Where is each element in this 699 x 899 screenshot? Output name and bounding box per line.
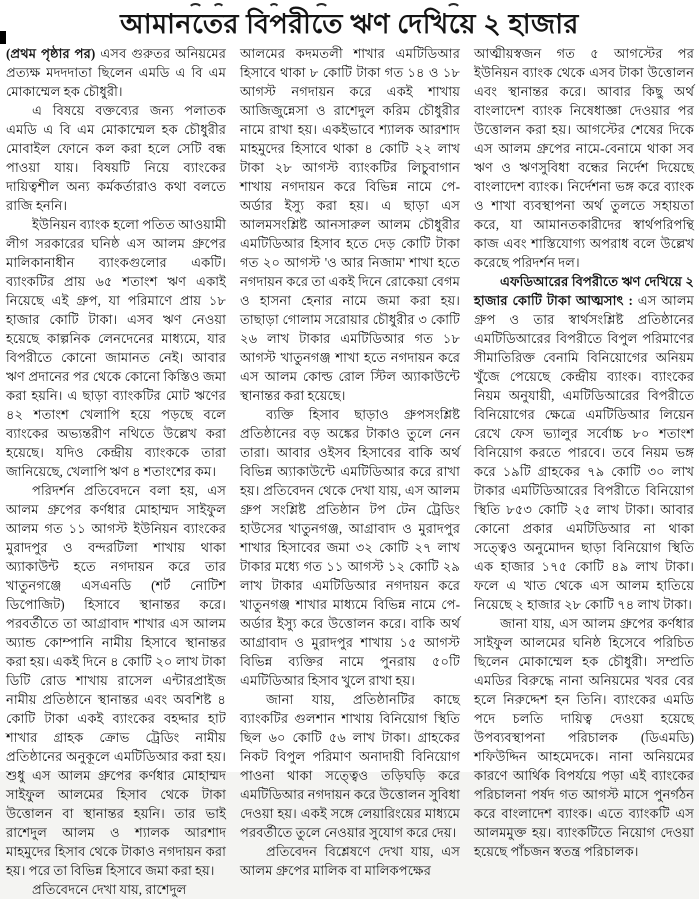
paragraph: ব্যক্তি হিসাব ছাড়াও গ্রুপসংশ্লিষ্ট প্রতিষ্ঠানের বড় অঙ্কের টাকাও তুলে নেন তারা। আবার ওইসব হিসাবের বাকি অর্থ বিভিন্ন অ্যাকাউন্টে এমটিডিআর করে রাখা হয়। প্রতিবেদন থেকে দেখা যায়, এস আলম গ্রুপ সংশ্লিষ্ট প্রতিষ্ঠান টপ টেন ট্রেডিং হাউসের খাতুনগঞ্জ, আগ্রাবাদ ও মুরাদপুর শাখার হিসাবের জমা ৩২ কোটি ২৭ লাখ টাকার মধ্যে গত ১১ আগস্ট ১২ কোটি ২৯ লাখ টাকার এমটিডিআর নগদায়ন করে খাতুনগঞ্জ শাখার মাধ্যমে বিভিন্ন নামে পে-অর্ডার ইস্যু করে উত্তোলন করে। বাকি অর্থ আগ্রাবাদ ও মুরাদপুর শাখায় ১৫ আগস্ট বিভিন্ন ব্যক্তির নামে পুনরায় ৫০টি এমটিডিআর হিসাব খুলে রাখা হয়। xyxy=(240,407,460,688)
paragraph: প্রতিবেদন বিশ্লেষণে দেখা যায়, এস আলম গ্রুপের মালিক বা মালিকপক্ষের xyxy=(240,844,460,878)
paragraph-continuation: আলমের কদমতলী শাখার এমটিডিআর হিসাবে থাকা ৮ কোটি টাকা গত ১৪ ও ১৮ আগস্ট নগদায়ন করে একই শাখায় আজিজুন্নেসা ও রাশেদুল করিম চৌধুরীর নামে রাখা হয়। একইভাবে শ্যালক আরশাদ মাহমুদের হিসাবে থাকা ৪ কোটি ২২ লাখ টাকা ২৮ আগস্ট ব্যাংকটির লিচুবাগান শাখায় নগদায়ন করে বিভিন্ন নামে পে-অর্ডার ইস্যু করা হয়। এ ছাড়া এস আলমসংশ্লিষ্ট আনসারুল আলম চৌধুরীর এমটিডিআর হিসাব হতে দেড় কোটি টাকা গত ২০ আগস্ট 'ও আর নিজাম' শাখা হতে নগদায়ন করে তা একই দিনে রোকেয়া বেগম ও হাসনা হেনার নামে জমা করা হয়। তাছাড়া গোলাম সরোয়ার চৌধুরীর ৩ কোটি ২৬ লাখ টাকার এমটিডিআর গত ১৮ আগস্ট খাতুনগঞ্জ শাখা হতে নগদায়ন করে এস আলম কোল্ড রোল স্টিল অ্যাকাউন্টে স্থানান্তর করা হয়েছে। xyxy=(240,46,460,403)
article-headline: আমানতের বিপরীতে ঋণ দেখিয়ে ২ হাজার xyxy=(120,9,579,39)
paragraph: এ বিষয়ে বক্তব্যের জন্য পলাতক এমডি এ বি এম মোকাম্মেল হক চৌধুরীর মোবাইল ফোনে কল করা হলে সেটি বন্ধ পাওয়া যায়। বিষয়টি নিয়ে ব্যাংকের দায়িত্বশীল অন্য কর্মকর্তারাও কথা বলতে রাজি হননি। xyxy=(6,103,226,213)
text-column-3 xyxy=(474,44,694,859)
article-body xyxy=(6,44,694,897)
text-column-1 xyxy=(6,44,226,897)
inline-subheading: এফডিআরের বিপরীতে ঋণ দেখিয়ে ২ হাজার কোটি টাকা আত্মসাৎ : xyxy=(474,274,694,308)
paragraph-continuation: আত্মীয়স্বজন গত ৫ আগস্টের পর ইউনিয়ন ব্যাংক থেকে এসব টাকা উত্তোলন এবং স্থানান্তর করে। আবার কিছু অর্থ বাংলাদেশ ব্যাংক নিষেধাজ্ঞা দেওয়ার পর উত্তোলন করা হয়। আগস্টের শেষের দিকে এস আলম গ্রুপের নামে-বেনামে থাকা সব ঋণ ও ঋণসুবিধা বন্ধের নির্দেশ দিয়েছে বাংলাদেশ ব্যাংক। নির্দেশনা ভঙ্গ করে ব্যাংক ও শাখা ব্যবস্থাপনা অর্থ তুলতে সহায়তা করে, যা আমানতকারীদের স্বার্থপরিপন্থি কাজ এবং শাস্তিযোগ্য অপরাধ বলে উল্লেখ করেছে পরিদর্শন দল। xyxy=(474,46,694,270)
paragraph: ইউনিয়ন ব্যাংক হলো পতিত আওয়ামী লীগ সরকারের ঘনিষ্ঠ এস আলম গ্রুপের মালিকানাধীন ব্যাংকগুলোর একটি। ব্যাংকটির প্রায় ৬৫ শতাংশ ঋণ একাই নিয়েছে এই গ্রুপ, যা পরিমাণে প্রায় ১৮ হাজার কোটি টাকা। এসব ঋণ নেওয়া হয়েছে কাল্পনিক লেনদেনের মাধ্যমে, যার বিপরীতে কোনো জামানত নেই। আবার ঋণ প্রদানের পর থেকে কোনো কিস্তিও জমা করা হয়নি। এ ছাড়া ব্যাংকটির মোট ঋণের ৪২ শতাংশ খেলাপি হয়ে পড়ছে বলে ব্যাংকের অভ্যন্তরীণ নথিতে উল্লেখ করা হয়েছে। যদিও কেন্দ্রীয় ব্যাংককে তারা জানিয়েছে, খেলাপি ঋণ ৪ শতাংশের কম। xyxy=(6,217,226,479)
paragraph: জানা যায়, প্রতিষ্ঠানটির কাছে ব্যাংকটির গুলশান শাখায় বিনিয়োগ স্থিতি ছিল ৬০ কোটি ৫৬ লাখ টাকা। গ্রাহকের নিকট বিপুল পরিমাণ অনাদায়ী বিনিয়োগ পাওনা থাকা সত্ত্বেও তড়িঘড়ি করে এমটিডিআর নগদায়ন করে উত্তোলন সুবিধা দেওয়া হয়। একই সঙ্গে লেয়ারিংয়ের মাধ্যমে পরবর্তীতে তুলে নেওয়ার সুযোগ করে দেয়। xyxy=(240,692,460,840)
paragraph-with-subhead xyxy=(474,272,694,614)
paragraph: জানা যায়, এস আলম গ্রুপের কর্ণধার সাইফুল আলমের ঘনিষ্ঠ হিসেবে পরিচিত ছিলেন মোকাম্মেল হক চৌধুরী। সম্প্রতি এমডির বিরুদ্ধে নানা অনিয়মের খবর বের হলে নিরুদ্দেশ হন তিনি। ব্যাংকের এমডি পদে চলতি দায়িত্ব দেওয়া হয়েছে উপব্যবস্থাপনা পরিচালক (ডিএমডি) শফিউদ্দিন আহমেদকে। নানা অনিয়মের কারণে আর্থিক বিপর্যয়ে পড়া এই ব্যাংকের পরিচালনা পর্ষদ গত আগস্ট মাসে পুনর্গঠন করে বাংলাদেশ ব্যাংক। এতে ব্যাংকটি এস আলমমুক্ত হয়। ব্যাংকটিতে নিয়োগ দেওয়া হয়েছে পাঁচজন স্বতন্ত্র পরিচালক। xyxy=(474,616,694,859)
paragraph-continuation-open xyxy=(6,44,226,101)
paragraph: পরিদর্শন প্রতিবেদনে বলা হয়, এস আলম গ্রুপের কর্ণধার মোহাম্মদ সাইফুল আলম গত ১১ আগস্ট ইউনিয়ন ব্যাংকের মুরাদপুর ও বন্দরটিলা শাখায় থাকা অ্যাকাউন্ট হতে নগদায়ন করে তার খাতুনগঞ্জে এসএনডি (শর্ট নোটিশ ডিপোজিট) হিসাবে স্থানান্তর করে। পরবর্তীতে তা আগ্রাবাদ শাখার এস আলম অ্যান্ড কোম্পানি নামীয় হিসাবে স্থানান্তর করা হয়। একই দিনে ৪ কোটি ২০ লাখ টাকা ডিটি রোড শাখায় রাসেল এন্টারপ্রাইজ নামীয় প্রতিষ্ঠানে স্থানান্তর এবং অবশিষ্ট ৪ কোটি টাকা একই ব্যাংকের বহদ্দার হাট শাখার গ্রাহক ক্রোভ ট্রেডিং নামীয় প্রতিষ্ঠানের অনুকূলে এমটিডিআর করা হয়। শুধু এস আলম গ্রুপের কর্ণধার মোহাম্মদ সাইফুল আলমের হিসাব থেকে টাকা উত্তোলন বা স্থানান্তর হয়নি। তার ভাই রাশেদুল আলম ও শ্যালক আরশাদ মাহমুদের হিসাব থেকে টাকাও নগদায়ন করা হয়। পরে তা বিভিন্ন হিসাবে জমা করা হয়। xyxy=(6,483,226,878)
paragraph: প্রতিবেদনে দেখা যায়, রাশেদুল xyxy=(32,882,187,897)
continued-from-front-page-note: (প্রথম পৃষ্ঠার পর) xyxy=(6,46,96,61)
paragraph-text: এস আলম গ্রুপ ও তার স্বার্থসংশ্লিষ্ট প্রতিষ্ঠানের এমটিডিআরের বিপরীতে বিপুল পরিমাণের সীমাতিরিক্ত বেনামি বিনিয়োগের অনিয়ম খুঁজে পেয়েছে কেন্দ্রীয় ব্যাংক। ব্যাংকের নিয়ম অনুযায়ী, এমটিডিআরের বিপরীতে বিনিয়োগের ক্ষেত্রে এমটিডিআর লিয়েন রেখে ফেস ভ্যালুর সর্বোচ্চ ৮০ শতাংশ বিনিয়োগ করতে পারবে। তবে নিয়ম ভঙ্গ করে ১৯টি গ্রাহকের ৭৯ কোটি ৩০ লাখ টাকার এমটিডিআরের বিপরীতে বিনিয়োগ স্থিতি ৮৫৩ কোটি ২৫ লাখ টাকা। আবার কোনো প্রকার এমটিডিআর না থাকা সত্ত্বেও অনুমোদন ছাড়া বিনিয়োগ স্থিতি এক হাজার ১৭৫ কোটি ৪৯ লাখ টাকা। ফলে এ খাত থেকে এস আলম হাতিয়ে নিয়েছে ২ হাজার ২৮ কোটি ৭৪ লাখ টাকা। xyxy=(474,293,694,612)
text-column-2 xyxy=(240,44,460,878)
paragraph-text: এসব গুরুতর অনিয়মের প্রত্যক্ষ মদদদাতা ছিলেন এমডি এ বি এম মোকাম্মেল হক চৌধুরী। xyxy=(6,46,226,99)
